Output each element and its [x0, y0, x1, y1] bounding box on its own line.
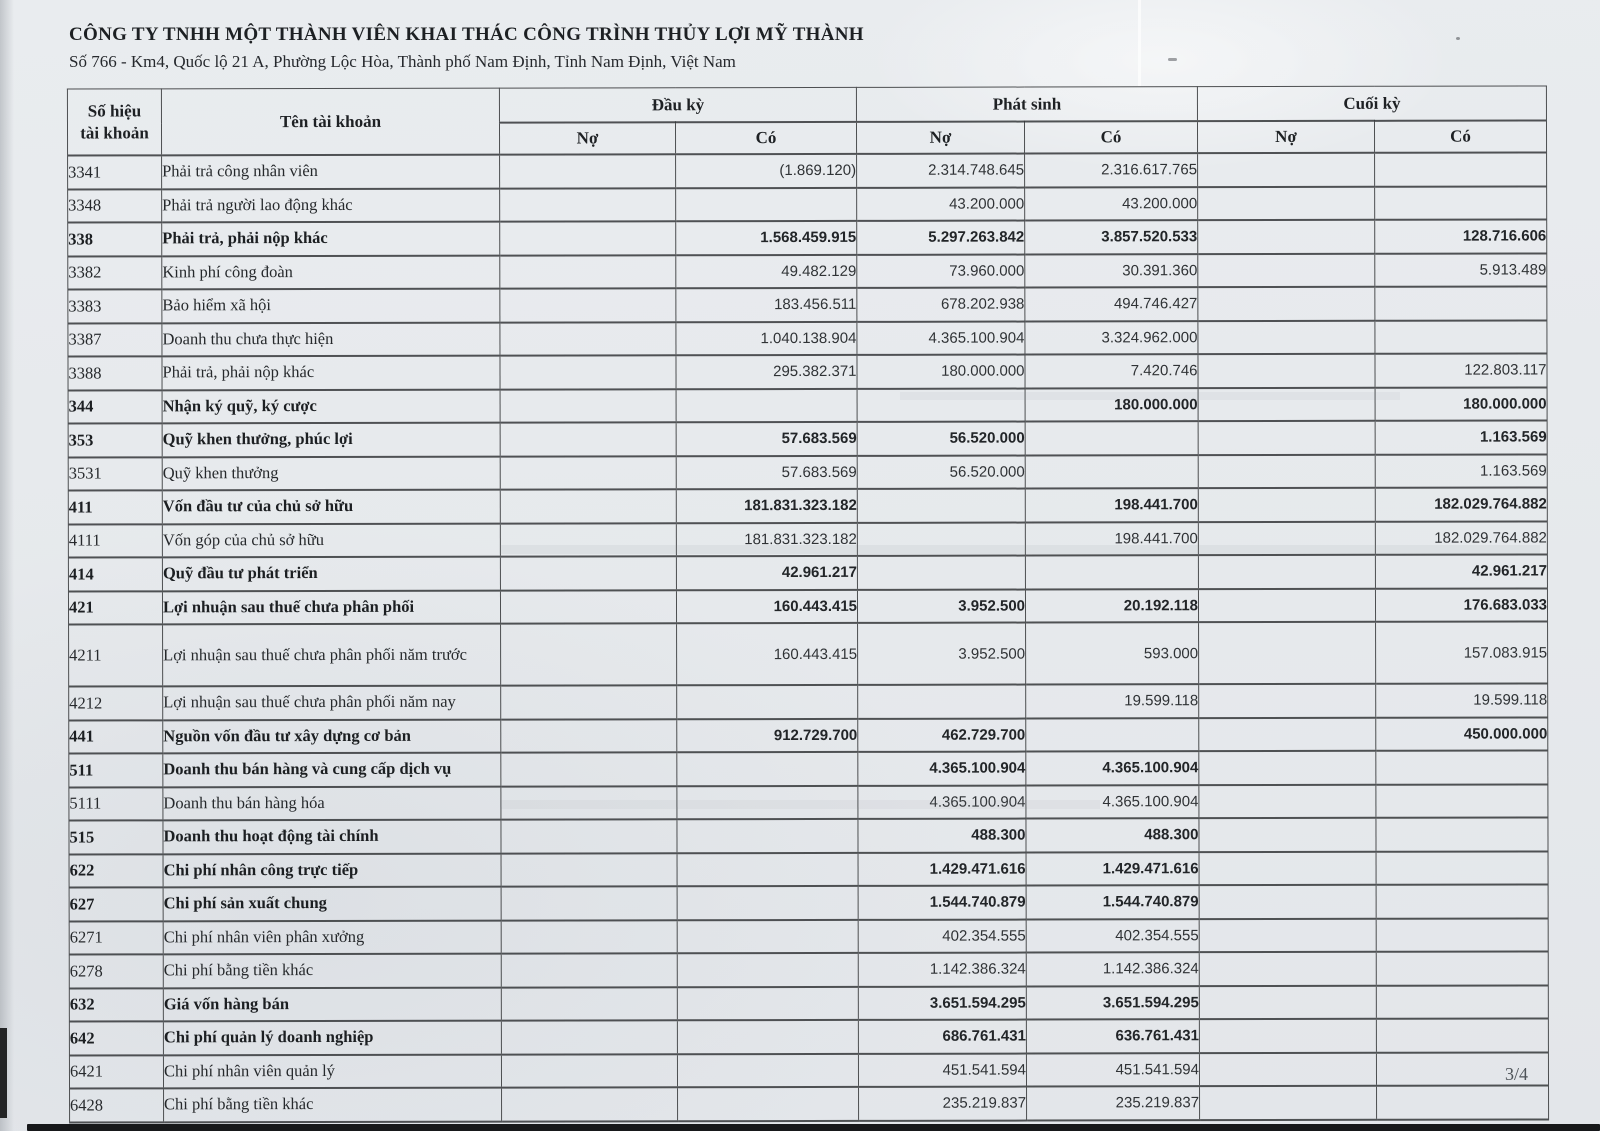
closing-debit-cell: [1199, 851, 1376, 885]
table-row: [69, 951, 1548, 988]
account-code-cell: 3348: [68, 189, 162, 223]
header-closing-credit: Có: [1374, 120, 1546, 152]
period-debit-cell: 56.520.000: [857, 422, 1025, 456]
header-period-group: Phát sinh: [856, 87, 1197, 122]
table-row: [68, 152, 1547, 189]
account-code-cell: 515: [69, 820, 163, 854]
period-debit-cell: 3.651.594.295: [858, 986, 1026, 1020]
opening-debit-cell: [501, 752, 677, 786]
header-account-name: Tên tài khoản: [161, 88, 499, 155]
period-credit-cell: 3.857.520.533: [1025, 220, 1198, 254]
page-number: 3/4: [1505, 1064, 1529, 1084]
period-credit-cell: 43.200.000: [1025, 187, 1198, 221]
closing-credit-cell: [1376, 918, 1548, 952]
period-debit-cell: 2.314.748.645: [857, 154, 1025, 188]
account-code-cell: 344: [68, 390, 162, 424]
account-name-cell: Nhận ký quỹ, ký cược: [162, 389, 500, 423]
account-code-cell: 338: [68, 222, 162, 256]
closing-credit-cell: [1376, 985, 1548, 1019]
closing-debit-cell: [1198, 387, 1375, 421]
account-name-cell: Lợi nhuận sau thuế chưa phân phối năm trước: [163, 624, 501, 687]
account-code-cell: 6278: [69, 954, 163, 988]
table-body: [68, 152, 1549, 1122]
account-name-cell: Doanh thu bán hàng hóa: [163, 786, 501, 820]
period-credit-cell: 2.316.617.765: [1025, 153, 1198, 187]
closing-debit-cell: [1199, 622, 1376, 684]
period-debit-cell: 1.544.740.879: [858, 886, 1026, 920]
account-name-cell: Bảo hiểm xã hội: [162, 289, 500, 323]
closing-debit-cell: [1199, 952, 1376, 986]
opening-credit-cell: [677, 685, 858, 719]
opening-credit-cell: [677, 819, 858, 853]
table-header: [67, 86, 1546, 156]
period-credit-cell: [1025, 555, 1198, 589]
account-code-cell: 3383: [68, 289, 162, 323]
closing-debit-cell: [1198, 555, 1375, 589]
period-credit-cell: 235.219.837: [1027, 1086, 1200, 1120]
account-name-cell: Chi phí quản lý doanh nghiệp: [163, 1021, 501, 1055]
account-code-cell: 6271: [69, 921, 163, 955]
table-row: [69, 985, 1548, 1022]
opening-debit-cell: [500, 322, 676, 356]
opening-credit-cell: 1.568.459.915: [676, 221, 857, 255]
opening-credit-cell: [677, 986, 858, 1020]
account-name-cell: Doanh thu hoạt động tài chính: [163, 820, 501, 854]
opening-credit-cell: [678, 1087, 859, 1121]
table-row: [68, 521, 1547, 558]
opening-credit-cell: 57.683.569: [676, 455, 857, 489]
closing-credit-cell: 42.961.217: [1375, 554, 1547, 588]
account-code-cell: 6421: [69, 1055, 163, 1089]
table-row: [68, 320, 1547, 357]
account-code-cell: 3388: [68, 356, 162, 390]
closing-debit-cell: [1199, 717, 1376, 751]
table-row: [69, 884, 1548, 921]
table-row: [69, 1052, 1548, 1089]
opening-credit-cell: [676, 388, 857, 422]
period-credit-cell: 451.541.594: [1026, 1053, 1199, 1087]
period-debit-cell: 1.429.471.616: [858, 852, 1026, 886]
period-credit-cell: 19.599.118: [1026, 684, 1199, 718]
account-name-cell: Quỹ đầu tư phát triển: [162, 557, 500, 591]
closing-debit-cell: [1198, 153, 1375, 187]
table-row: [69, 817, 1548, 854]
account-name-cell: Nguồn vốn đầu tư xây dựng cơ bản: [163, 719, 501, 753]
header-period-debit: Nợ: [856, 122, 1024, 154]
header-account-code-line2: tài khoản: [80, 122, 149, 143]
opening-debit-cell: [501, 1054, 677, 1088]
company-address: Số 766 - Km4, Quốc lộ 21 A, Phường Lộc Hòa, Thành phố Nam Định, Tỉnh Nam Định, Việt Nam: [69, 52, 736, 71]
table-row: [68, 554, 1547, 591]
closing-credit-cell: [1377, 1085, 1549, 1119]
opening-credit-cell: 49.482.129: [676, 254, 857, 288]
closing-credit-cell: 176.683.033: [1375, 588, 1547, 622]
closing-debit-cell: [1198, 488, 1375, 522]
opening-credit-cell: [677, 919, 858, 953]
opening-credit-cell: 183.456.511: [676, 288, 857, 322]
closing-debit-cell: [1199, 985, 1376, 1019]
closing-debit-cell: [1199, 918, 1376, 952]
closing-debit-cell: [1198, 588, 1375, 622]
closing-credit-cell: 450.000.000: [1376, 717, 1548, 751]
header-account-code: [67, 89, 161, 156]
closing-debit-cell: [1198, 320, 1375, 354]
opening-debit-cell: [501, 953, 677, 987]
closing-debit-cell: [1199, 684, 1376, 718]
account-code-cell: 3382: [68, 256, 162, 290]
closing-credit-cell: 122.803.117: [1375, 353, 1547, 387]
opening-credit-cell: 912.729.700: [677, 718, 858, 752]
closing-debit-cell: [1199, 751, 1376, 785]
opening-credit-cell: [677, 886, 858, 920]
period-debit-cell: 3.952.500: [857, 589, 1025, 623]
period-debit-cell: 43.200.000: [857, 187, 1025, 221]
closing-debit-cell: [1199, 1019, 1376, 1053]
account-code-cell: 622: [69, 854, 163, 888]
table-row: [69, 750, 1548, 787]
period-credit-cell: 593.000: [1026, 622, 1199, 684]
account-name-cell: Lợi nhuận sau thuế chưa phân phối năm nay: [163, 686, 501, 720]
opening-debit-cell: [500, 389, 676, 423]
opening-credit-cell: [677, 1020, 858, 1054]
period-credit-cell: 198.441.700: [1025, 488, 1198, 522]
closing-credit-cell: [1376, 1018, 1548, 1052]
opening-credit-cell: [676, 187, 857, 221]
opening-debit-cell: [500, 154, 676, 188]
table-row: [69, 621, 1548, 686]
table-row: [68, 253, 1547, 290]
period-credit-cell: 1.544.740.879: [1026, 885, 1199, 919]
closing-credit-cell: 5.913.489: [1375, 253, 1547, 287]
account-name-cell: Doanh thu bán hàng và cung cấp dịch vụ: [163, 753, 501, 787]
period-debit-cell: 4.365.100.904: [858, 785, 1026, 819]
opening-credit-cell: 160.443.415: [676, 589, 857, 623]
period-debit-cell: 488.300: [858, 819, 1026, 853]
table-row: [68, 454, 1547, 491]
closing-credit-cell: [1376, 750, 1548, 784]
period-credit-cell: [1025, 421, 1198, 455]
period-debit-cell: [857, 522, 1025, 556]
closing-credit-cell: 182.029.764.882: [1375, 487, 1547, 521]
period-debit-cell: [857, 556, 1025, 590]
closing-credit-cell: [1376, 884, 1548, 918]
opening-credit-cell: (1.869.120): [676, 154, 857, 188]
account-name-cell: Phải trả công nhân viên: [162, 155, 500, 189]
period-credit-cell: 1.142.386.324: [1026, 952, 1199, 986]
table-row: [68, 588, 1547, 625]
period-debit-cell: 56.520.000: [857, 455, 1025, 489]
header-opening-debit: Nợ: [499, 122, 675, 154]
header-closing-debit: Nợ: [1197, 121, 1374, 153]
closing-credit-cell: [1376, 951, 1548, 985]
account-code-cell: 511: [69, 753, 163, 787]
account-code-cell: 4111: [68, 524, 162, 558]
closing-debit-cell: [1198, 521, 1375, 555]
opening-debit-cell: [500, 288, 676, 322]
header-opening-group: Đầu kỳ: [499, 87, 856, 122]
closing-credit-cell: [1376, 851, 1548, 885]
opening-credit-cell: [677, 852, 858, 886]
closing-credit-cell: [1375, 286, 1547, 320]
period-debit-cell: 5.297.263.842: [857, 221, 1025, 255]
period-credit-cell: 198.441.700: [1025, 522, 1198, 556]
opening-credit-cell: [677, 752, 858, 786]
opening-credit-cell: 181.831.323.182: [676, 489, 857, 523]
scan-bottom-edge-bar: [27, 1124, 1600, 1131]
closing-credit-cell: 180.000.000: [1375, 387, 1547, 421]
closing-debit-cell: [1199, 1052, 1376, 1086]
table-row: [69, 717, 1548, 754]
period-credit-cell: 1.429.471.616: [1026, 852, 1199, 886]
opening-credit-cell: 181.831.323.182: [676, 522, 857, 556]
account-name-cell: Phải trả, phải nộp khác: [162, 356, 500, 390]
account-name-cell: Phải trả người lao động khác: [162, 188, 500, 222]
account-code-cell: 5111: [69, 787, 163, 821]
opening-debit-cell: [501, 685, 677, 719]
table-row: [69, 851, 1548, 888]
closing-debit-cell: [1198, 454, 1375, 488]
trial-balance-table: [67, 85, 1549, 1123]
opening-credit-cell: 160.443.415: [677, 623, 858, 685]
opening-debit-cell: [501, 920, 677, 954]
period-debit-cell: 451.541.594: [858, 1053, 1026, 1087]
account-name-cell: Kinh phí công đoàn: [162, 255, 500, 289]
closing-credit-cell: [1375, 152, 1547, 186]
account-name-cell: Giá vốn hàng bán: [163, 987, 501, 1021]
opening-debit-cell: [501, 819, 677, 853]
closing-credit-cell: [1375, 186, 1547, 220]
opening-credit-cell: 57.683.569: [676, 422, 857, 456]
table-row: [69, 683, 1548, 720]
table-row: [68, 387, 1547, 424]
table-row: [68, 286, 1547, 323]
period-debit-cell: 4.365.100.904: [857, 321, 1025, 355]
opening-debit-cell: [501, 719, 677, 753]
opening-credit-cell: 42.961.217: [676, 556, 857, 590]
header-opening-credit: Có: [675, 122, 856, 154]
header-account-code-line1: Số hiệu: [87, 101, 142, 121]
opening-debit-cell: [500, 188, 676, 222]
account-name-cell: Quỹ khen thưởng: [162, 456, 500, 490]
period-credit-cell: 402.354.555: [1026, 919, 1199, 953]
table-row: [68, 219, 1547, 256]
account-name-cell: Chi phí nhân công trực tiếp: [163, 853, 501, 887]
opening-debit-cell: [500, 556, 676, 590]
closing-credit-cell: 1.163.569: [1375, 420, 1547, 454]
opening-debit-cell: [500, 523, 676, 557]
account-code-cell: 411: [68, 490, 162, 524]
opening-debit-cell: [500, 355, 676, 389]
opening-debit-cell: [500, 255, 676, 289]
opening-debit-cell: [502, 1087, 678, 1121]
account-code-cell: 421: [68, 591, 162, 625]
scan-white-streak: [1138, 0, 1141, 86]
period-debit-cell: 73.960.000: [857, 254, 1025, 288]
opening-debit-cell: [501, 987, 677, 1021]
account-code-cell: 3387: [68, 323, 162, 357]
closing-credit-cell: [1376, 784, 1548, 818]
company-name: CÔNG TY TNHH MỘT THÀNH VIÊN KHAI THÁC CÔNG TRÌNH THỦY LỢI MỸ THÀNH: [69, 24, 864, 45]
closing-credit-cell: 19.599.118: [1376, 683, 1548, 717]
period-debit-cell: 3.952.500: [858, 623, 1026, 685]
opening-debit-cell: [500, 489, 676, 523]
period-credit-cell: 3.651.594.295: [1026, 986, 1199, 1020]
period-credit-cell: 30.391.360: [1025, 254, 1198, 288]
period-credit-cell: 7.420.746: [1025, 354, 1198, 388]
opening-credit-cell: 1.040.138.904: [676, 321, 857, 355]
table-row: [68, 420, 1547, 457]
period-debit-cell: 4.365.100.904: [858, 752, 1026, 786]
table-row: [70, 1085, 1549, 1122]
account-code-cell: 627: [69, 887, 163, 921]
closing-credit-cell: [1376, 817, 1548, 851]
opening-debit-cell: [501, 853, 677, 887]
account-name-cell: Lợi nhuận sau thuế chưa phân phối: [162, 590, 500, 624]
account-name-cell: Phải trả, phải nộp khác: [162, 222, 500, 256]
account-code-cell: 353: [68, 423, 162, 457]
document-header: [69, 24, 864, 72]
account-code-cell: 441: [69, 720, 163, 754]
account-code-cell: 414: [68, 557, 162, 591]
account-name-cell: Chi phí sản xuất chung: [163, 887, 501, 921]
table-row: [68, 186, 1547, 223]
period-debit-cell: 686.761.431: [858, 1020, 1026, 1054]
table-row: [69, 1018, 1548, 1055]
closing-debit-cell: [1198, 220, 1375, 254]
opening-debit-cell: [501, 1020, 677, 1054]
period-debit-cell: [858, 685, 1026, 719]
closing-debit-cell: [1198, 287, 1375, 321]
account-code-cell: 632: [69, 988, 163, 1022]
period-debit-cell: [857, 489, 1025, 523]
table-row: [68, 353, 1547, 390]
scan-left-shadow: [0, 0, 14, 1131]
period-debit-cell: 402.354.555: [858, 919, 1026, 953]
period-debit-cell: 462.729.700: [858, 718, 1026, 752]
closing-credit-cell: 128.716.606: [1375, 219, 1547, 253]
opening-credit-cell: 295.382.371: [676, 355, 857, 389]
closing-debit-cell: [1199, 885, 1376, 919]
header-closing-group: Cuối kỳ: [1197, 86, 1546, 121]
opening-debit-cell: [501, 623, 677, 685]
header-period-credit: Có: [1024, 121, 1197, 153]
scan-speck: [1456, 37, 1460, 40]
closing-credit-cell: 182.029.764.882: [1375, 521, 1547, 555]
opening-debit-cell: [500, 422, 676, 456]
opening-credit-cell: [677, 953, 858, 987]
opening-debit-cell: [501, 886, 677, 920]
account-code-cell: 642: [69, 1021, 163, 1055]
account-code-cell: 4212: [69, 686, 163, 720]
closing-debit-cell: [1199, 818, 1376, 852]
closing-debit-cell: [1200, 1086, 1377, 1120]
opening-credit-cell: [677, 1053, 858, 1087]
closing-credit-cell: 1.163.569: [1375, 454, 1547, 488]
account-name-cell: Vốn đầu tư của chủ sở hữu: [162, 490, 500, 524]
closing-debit-cell: [1198, 421, 1375, 455]
period-credit-cell: 20.192.118: [1025, 589, 1198, 623]
period-credit-cell: 4.365.100.904: [1026, 785, 1199, 819]
opening-credit-cell: [677, 785, 858, 819]
period-credit-cell: 180.000.000: [1025, 388, 1198, 422]
period-credit-cell: [1026, 718, 1199, 752]
period-debit-cell: [857, 388, 1025, 422]
account-code-cell: 6428: [70, 1088, 164, 1122]
account-code-cell: 3341: [68, 155, 162, 189]
scan-speck: [1168, 58, 1177, 61]
period-debit-cell: 180.000.000: [857, 355, 1025, 389]
table-row: [69, 784, 1548, 821]
account-name-cell: Chi phí bằng tiền khác: [164, 1088, 502, 1122]
closing-debit-cell: [1199, 784, 1376, 818]
closing-credit-cell: 157.083.915: [1376, 621, 1548, 683]
period-credit-cell: 494.746.427: [1025, 287, 1198, 321]
account-name-cell: Doanh thu chưa thực hiện: [162, 322, 500, 356]
opening-debit-cell: [500, 456, 676, 490]
period-debit-cell: 678.202.938: [857, 288, 1025, 322]
closing-credit-cell: [1375, 320, 1547, 354]
opening-debit-cell: [500, 590, 676, 624]
account-name-cell: Vốn góp của chủ sở hữu: [162, 523, 500, 557]
opening-debit-cell: [500, 221, 676, 255]
period-credit-cell: 636.761.431: [1026, 1019, 1199, 1053]
closing-debit-cell: [1198, 253, 1375, 287]
table-row: [68, 487, 1547, 524]
period-debit-cell: 1.142.386.324: [858, 953, 1026, 987]
period-credit-cell: [1025, 455, 1198, 489]
closing-debit-cell: [1198, 186, 1375, 220]
period-debit-cell: 235.219.837: [859, 1087, 1027, 1121]
period-credit-cell: 4.365.100.904: [1026, 751, 1199, 785]
account-code-cell: 4211: [69, 624, 163, 686]
account-name-cell: Chi phí nhân viên quản lý: [163, 1054, 501, 1088]
account-name-cell: Chi phí nhân viên phân xưởng: [163, 920, 501, 954]
scan-left-edge-mark: [0, 1028, 7, 1118]
account-name-cell: Quỹ khen thưởng, phúc lợi: [162, 423, 500, 457]
table-row: [69, 918, 1548, 955]
account-code-cell: 3531: [68, 457, 162, 491]
closing-debit-cell: [1198, 354, 1375, 388]
period-credit-cell: 3.324.962.000: [1025, 321, 1198, 355]
opening-debit-cell: [501, 786, 677, 820]
account-name-cell: Chi phí bằng tiền khác: [163, 954, 501, 988]
period-credit-cell: 488.300: [1026, 818, 1199, 852]
